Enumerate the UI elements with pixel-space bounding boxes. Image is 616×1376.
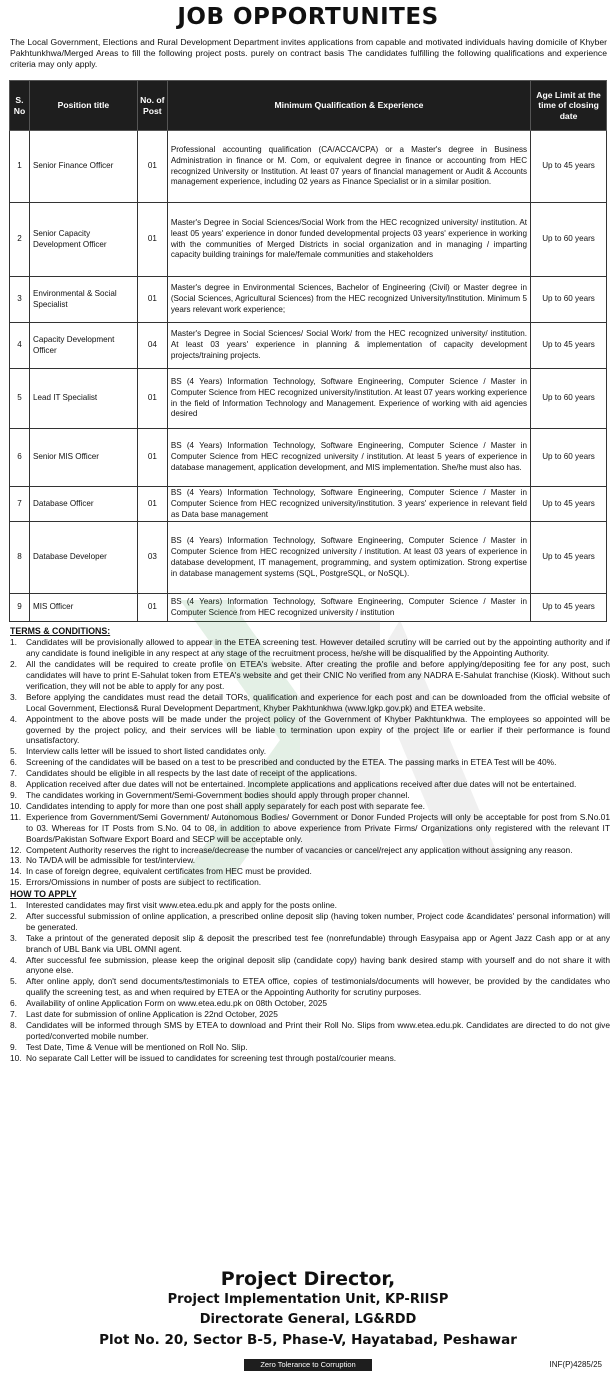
cell-age: Up to 45 years [531,522,607,594]
header-posts: No. of Post [137,81,167,131]
cell-position: Senior Capacity Development Officer [29,203,137,277]
cell-posts: 04 [137,323,167,369]
cell-posts: 01 [137,277,167,323]
list-item [10,779,610,790]
cell-sno: 5 [10,369,30,429]
header-sno: S. No [10,81,30,131]
list-item-text: Take a printout of the generated deposit slip & deposit the prescribed test fee (nonrefundable) through Easypaisa app or Agent Jazz Cash app or at any branch of UBL Bank via UBL OMNI agent. [26,932,610,954]
table-row [10,429,607,487]
list-item-text: Interview calls letter will be issued to short listed candidates only. [26,746,267,757]
list-item-number: 6. [10,998,17,1009]
how-to-apply-section [10,889,610,1064]
list-item [10,801,610,812]
list-item [10,1042,610,1053]
list-item-text: After successful fee submission, please keep the original deposit slip (candidate copy) having bank desired stamp with yourself and do not share it with anyone else. [26,954,610,976]
cell-age: Up to 60 years [531,203,607,277]
footer-title: Project Director, [220,1268,396,1290]
cell-qualification: Master's degree in Environmental Sciences, Bachelor of Engineering (Civil) or Master degree in (Social Sciences, Agricultural Sciences) from the HEC recognized University/Institution. Minimum 5 years relevant work experience; [167,277,530,323]
intro-paragraph: The Local Government, Elections and Rural Development Department invites applications from capable and motivated individuals having domicile of Khyber Pakhtunkhwa/Merged Areas to fill the following project posts. purely on contract basis The candidates fulfilling the following qualifications and experience criteria may only apply. [10,37,607,69]
terms-heading: TERMS & CONDITIONS: [10,626,111,637]
how-to-apply-heading: HOW TO APPLY [10,889,77,900]
list-item-number: 9. [10,789,17,800]
cell-posts: 01 [137,131,167,203]
cell-posts: 03 [137,522,167,594]
list-item [10,1053,610,1064]
list-item-text: After online apply, don't send documents/testimonials to ETEA office, copies of testimonials/documents will however, be provided by the candidates who qualify the screening test, as and when required by ETEA or the Appointing Authority for scrutiny purposes. [26,976,610,998]
list-item [10,877,610,888]
cell-age: Up to 45 years [531,487,607,522]
list-item-text: In case of foreign degree, equivalent certificates from HEC must be provided. [26,866,312,877]
list-item [10,976,610,998]
list-item-number: 4. [10,954,17,965]
cell-qualification: BS (4 Years) Information Technology, Software Engineering, Computer Science / Master in Computer Science from HEC recognized university / institution [167,594,530,622]
table-row [10,323,607,369]
cell-qualification: BS (4 Years) Information Technology, Software Engineering, Computer Science / Master in Computer Science from HEC recognized university / institution. At least 5 years of experience in database management, application development, and MIS implementation. She/he must also has. [167,429,530,487]
list-item [10,855,610,866]
list-item-text: After successful submission of online application, a prescribed online deposit slip (having token number, Project code &candidates' personal information) will be generated. [26,910,610,932]
cell-sno: 8 [10,522,30,594]
list-item-text: Candidates intending to apply for more than one post shall apply separately for each post with separate fee. [26,800,425,811]
list-item [10,866,610,877]
cell-qualification: BS (4 Years) Information Technology, Software Engineering, Computer Science / Master in Computer Science from HEC recognized university/institution. At least 07 years working experience in the field of Information Technology and Management. Experience of working with aid agencies desired [167,369,530,429]
list-item-text: Test Date, Time & Venue will be mentioned on Roll No. Slip. [26,1041,248,1052]
list-item-number: 5. [10,746,17,757]
list-item-text: Screening of the candidates will be based on a test to be prescribed and conducted by the ETEA. The passing marks in ETEA Test will be 40%. [26,757,557,768]
table-row [10,594,607,622]
cell-qualification: Master's Degree in Social Sciences/ Social Work/ from the HEC recognized university/ institution. At least 03 years' experience in planning & implementation of capacity development projects/training projects. [167,323,530,369]
cell-qualification: Professional accounting qualification (CA/ACCA/CPA) or a Master's degree in Business Administration in finance or M. Com, or equivalent degree in finance or accounting from HEC recognized University or Institution. At least 07 years of financial management or Audit & Accounts management experience, including 02 years as Finance Specialist or in a similar position. [167,131,530,203]
table-row [10,487,607,522]
cell-sno: 4 [10,323,30,369]
cell-sno: 3 [10,277,30,323]
list-item-number: 12. [10,844,22,855]
list-item-number: 5. [10,976,17,987]
cell-sno: 6 [10,429,30,487]
cell-position: Lead IT Specialist [29,369,137,429]
list-item-number: 9. [10,1041,17,1052]
list-item-text: Experience from Government/Semi Government/ Autonomous Bodies/ Government or Donor Funded Projects will only be acceptable for post from S.No.01 to 03. Whereas for IT Posts from S.No. 04 to 08, in addition to above experience from Private Firms/ Organizations only registered with the relevant IT Boards/Pakistan Software Export Board and SECP will be acceptable only. [26,811,610,844]
list-item-number: 15. [10,877,22,888]
terms-section [10,626,610,888]
list-item [10,812,610,845]
table-header-row [10,81,607,131]
list-item [10,1009,610,1020]
cell-position: Environmental & Social Specialist [29,277,137,323]
cell-age: Up to 45 years [531,594,607,622]
cell-posts: 01 [137,369,167,429]
list-item-number: 1. [10,637,17,648]
list-item-number: 10. [10,800,22,811]
list-item-text: Competent Authority reserves the right to increase/decrease the number of vacancies or cancel/reject any application without assigning any reason. [26,844,573,855]
cell-posts: 01 [137,429,167,487]
list-item-number: 7. [10,768,17,779]
footer-unit: Project Implementation Unit, KP-RIISP [167,1292,449,1307]
list-item-text: Before applying the candidates must read the detail TORs, qualification and experience for each post and can be downloaded from the official website of Local Government, Elections& Rural Development Department, Khyber Pakhtunkhwa (www.lgkp.gov.pk) and ETEA website. [26,691,610,713]
list-item-number: 3. [10,932,17,943]
list-item-text: Candidates will be provisionally allowed to appear in the ETEA screening test. However detailed scrutiny will be carried out by the appointing authority and if any candidate is found ineligible in any respect at any stage of the recruitment process, he/she will be disqualified by the Appointing Authority. [26,637,610,659]
cell-sno: 1 [10,131,30,203]
list-item [10,933,610,955]
cell-posts: 01 [137,594,167,622]
list-item-text: Candidates will be informed through SMS by ETEA to download and Print their Roll No. Slips from www.etea.edu.pk. Candidates are directed to do not give ported/converted mobile number. [26,1020,610,1041]
list-item [10,1020,610,1042]
list-item [10,911,610,933]
list-item-text: Errors/Omissions in number of posts are subject to rectification. [26,877,262,888]
list-item [10,692,610,714]
list-item-number: 14. [10,866,22,877]
list-item [10,790,610,801]
list-item [10,845,610,856]
cell-age: Up to 45 years [531,131,607,203]
list-item [10,955,610,977]
list-item [10,998,610,1009]
list-item-text: The candidates working in Government/Semi-Government bodies should apply through proper channel. [26,789,410,800]
list-item-number: 13. [10,855,22,866]
list-item [10,757,610,768]
list-item [10,659,610,692]
list-item-text: Availability of online Application Form on www.etea.edu.pk on 08th October, 2025 [26,998,328,1009]
list-item [10,900,610,911]
list-item-number: 6. [10,757,17,768]
cell-position: Database Developer [29,522,137,594]
list-item-number: 2. [10,910,17,921]
list-item-number: 7. [10,1009,17,1020]
table-row [10,131,607,203]
cell-position: Database Officer [29,487,137,522]
list-item-text: Candidates should be eligible in all respects by the last date of receipt of the applications. [26,768,358,779]
list-item-text: All the candidates will be required to create profile on ETEA's website. After creating the profile and before applying/depositing fee for any post, such candidates will have to print E-Sahulat token from ETEA's website and get their CNIC No verified from any NADRA E-Sahulat franchise (Kiosk). Without such verification, they will not be able to apply for any post. [26,659,610,691]
list-item-number: 8. [10,779,17,790]
table-row [10,369,607,429]
cell-position: Senior MIS Officer [29,429,137,487]
cell-position: MIS Officer [29,594,137,622]
footer-address: Plot No. 20, Sector B-5, Phase-V, Hayatabad, Peshawar [99,1332,517,1348]
jobs-table [9,80,607,622]
table-row [10,522,607,594]
list-item [10,637,610,659]
cell-position: Capacity Development Officer [29,323,137,369]
cell-posts: 01 [137,203,167,277]
cell-age: Up to 45 years [531,323,607,369]
cell-position: Senior Finance Officer [29,131,137,203]
list-item-text: No TA/DA will be admissible for test/interview. [26,855,196,866]
list-item-text: Application received after due dates will not be entertained. Incomplete applications and applications received after due dates will not be entertained. [26,779,577,790]
list-item-number: 10. [10,1052,22,1063]
footer-directorate: Directorate General, LG&RDD [199,1312,417,1327]
list-item-text: Appointment to the above posts will be made under the project policy of the Government of Khyber Pakhtunkhwa. The employees so appointed will be governed by the project policy, and their services will be liable to termination upon expiry of the project life or earlier if their performance is found unsatisfactory. [26,713,610,746]
header-position: Position title [29,81,137,131]
list-item-number: 8. [10,1020,17,1031]
list-item [10,768,610,779]
cell-qualification: BS (4 Years) Information Technology, Software Engineering, Computer Science / Master in Computer Science from HEC recognized university/institution. 3 years' experience in relevant field as Data base management [167,487,530,522]
list-item [10,746,610,757]
cell-qualification: Master's Degree in Social Sciences/Social Work from the HEC recognized university/ institution. At least 05 years' experience in donor funded developmental projects 03 years' experience in working with the communities of Merged Districts in social organization and in managing / imparting capacity building trainings for male/female communities and stakeholders [167,203,530,277]
cell-posts: 01 [137,487,167,522]
cell-qualification: BS (4 Years) Information Technology, Software Engineering, Computer Science / Master in Computer Science from HEC recognized university / institution. At least 03 years of experience in database development, IT management, programming, and system optimization. Strong expertise in database management systems (SQL, PostgreSQL, or NoSQL). [167,522,530,594]
list-item-number: 11. [10,811,22,822]
list-item-number: 2. [10,659,17,670]
cell-age: Up to 60 years [531,369,607,429]
reference-number: INF(P)4285/25 [549,1360,602,1369]
cell-sno: 9 [10,594,30,622]
cell-age: Up to 60 years [531,277,607,323]
list-item-number: 1. [10,900,17,911]
header-age: Age Limit at the time of closing date [531,81,607,131]
list-item-text: Interested candidates may first visit www.etea.edu.pk and apply for the posts online. [26,900,337,911]
zero-tolerance-badge: Zero Tolerance to Corruption [244,1359,372,1371]
list-item [10,714,610,747]
cell-sno: 7 [10,487,30,522]
table-row [10,203,607,277]
list-item-number: 4. [10,713,17,724]
list-item-text: No separate Call Letter will be issued to candidates for screening test through postal/courier means. [26,1052,397,1063]
page-title: JOB OPPORTUNITES [177,4,439,30]
cell-age: Up to 60 years [531,429,607,487]
list-item-number: 3. [10,691,17,702]
list-item-text: Last date for submission of online Application is 22nd October, 2025 [26,1009,278,1020]
cell-sno: 2 [10,203,30,277]
table-row [10,277,607,323]
header-qualification: Minimum Qualification & Experience [167,81,530,131]
